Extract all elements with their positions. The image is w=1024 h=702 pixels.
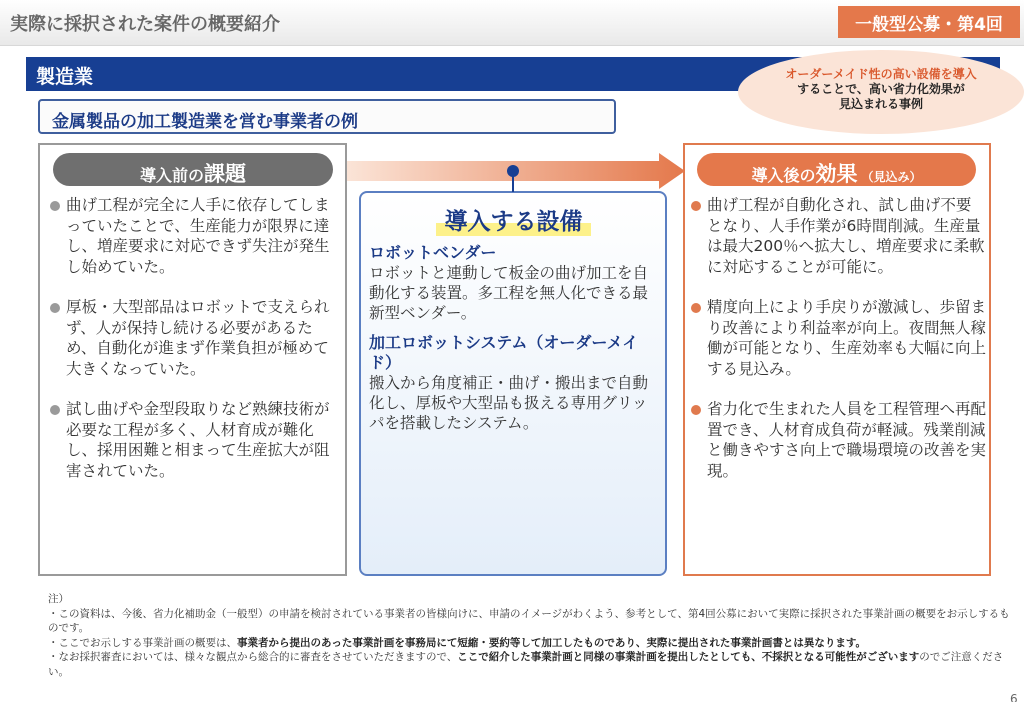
list-item: 試し曲げや金型段取りなど熟練技術が必要な工程が多く、人材育成が難化し、採用困難と相まって生産拡大が阻害されていた。 <box>50 399 340 481</box>
round-badge: 一般型公募・第4回 <box>838 6 1020 38</box>
equipment-description: 搬入から角度補正・曲げ・搬出まで自動化し、厚板や大型品も扱える専用グリッパを搭載したシステム。 <box>369 374 649 432</box>
equipment-name: ロボットベンダー <box>369 243 497 262</box>
list-item: 曲げ工程が自動化され、試し曲げ不要となり、人手作業が6時間削減。生産量は最大200％へ拡大し、増産要求に柔軟に対応することが可能に。 <box>691 195 986 277</box>
page-title: 実際に採択された案件の概要紹介 <box>10 14 280 35</box>
note-3-emphasis: ここで紹介した事業計画と同様の事業計画を提出したとしても、不採択となる可能性がございます <box>457 651 920 663</box>
equipment-title: 導入する設備 <box>436 203 591 236</box>
notes-label: 注） <box>48 593 69 605</box>
equipment-description: ロボットと連動して板金の曲げ加工を自動化する装置。多工程を無人化できる最新型ベンダー。 <box>369 264 649 322</box>
note-2-emphasis: 事業者から提出のあった事業計画を事務局にて短縮・要約等して加工したものであり、実際に提出された事業計画書とは異なります。 <box>237 636 867 649</box>
case-subtitle: 金属製品の加工製造業を営む事業者の例 <box>52 112 358 132</box>
page-number: 6 <box>1010 692 1018 702</box>
sector-label: 製造業 <box>36 66 94 88</box>
after-heading-small: 導入後の <box>751 166 816 185</box>
list-item: 省力化で生まれた人員を工程管理へ再配置でき、人材育成負荷が軽減。残業削減と働きやすさ向上で職場環境の改善を実現。 <box>691 399 986 481</box>
equipment-list <box>369 243 661 443</box>
after-effect-list <box>691 195 986 501</box>
connector-dot <box>507 165 519 177</box>
before-heading <box>53 153 333 186</box>
after-heading-note: （見込み） <box>861 170 922 184</box>
note-2 <box>48 636 1010 651</box>
footnotes <box>48 592 1010 679</box>
note-3 <box>48 650 1010 679</box>
list-item: 曲げ工程が完全に人手に依存してしまっていたことで、生産能力が限界に達し、増産要求に対応できず失注が発生し始めていた。 <box>50 195 340 277</box>
note-2-text: ・ここでお示しする事業計画の概要は、 <box>48 636 237 649</box>
before-heading-big: 課題 <box>204 162 246 186</box>
note-3-text: ・なお採択審査においては、様々な観点から総合的に審査をさせていただきますので、 <box>48 651 458 663</box>
case-subtitle-box <box>38 99 616 134</box>
list-item: 厚板・大型部品はロボットで支えられず、人が保持し続ける必要があるため、自動化が進まず作業負担が極めて大きくなっていた。 <box>50 297 340 379</box>
list-item: 精度向上により手戻りが激減し、歩留まり改善により利益率が向上。夜間無人稼働が可能となり、生産効率も大幅に向上する見込み。 <box>691 297 986 379</box>
equipment-name: 加工ロボットシステム（オーダーメイド） <box>369 333 639 372</box>
note-3-tail: のでご注意ください。 <box>48 651 1004 678</box>
after-heading-big: 効果 <box>815 162 858 186</box>
after-heading <box>697 153 976 186</box>
before-issue-list <box>50 195 340 501</box>
callout-line-3: 見込まれる事例 <box>838 97 923 111</box>
callout-line-2: することで、高い省力化効果が <box>797 82 965 96</box>
before-heading-small: 導入前の <box>139 166 204 185</box>
note-1: ・この資料は、今後、省力化補助金（一般型）の申請を検討されている事業者の皆様向けに、申請のイメージがわくよう、参考として、第4回公募において実際に採択された事業計画の概要をお示しするものです。 <box>48 607 1010 634</box>
top-header-bar <box>0 0 1024 46</box>
highlight-callout <box>738 50 1024 134</box>
callout-line-1: オーダーメイド性の高い設備を導入 <box>785 67 977 81</box>
